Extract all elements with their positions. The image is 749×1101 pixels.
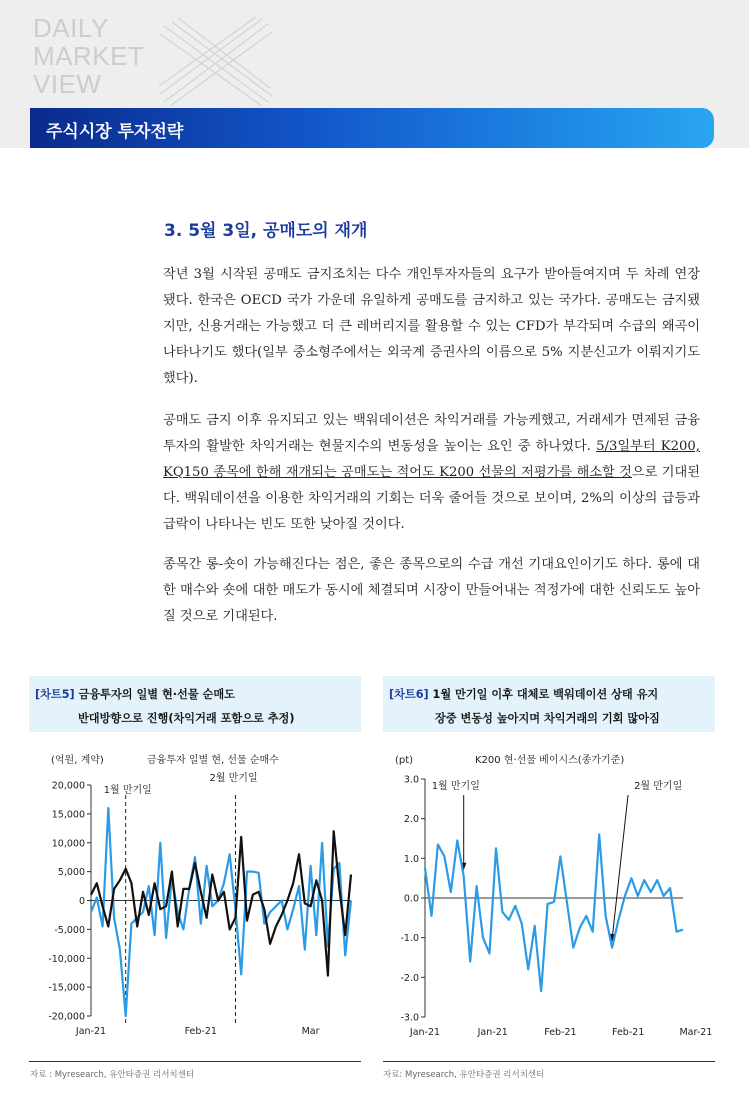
article-heading: 3. 5월 3일, 공매도의 재개 bbox=[164, 221, 368, 241]
chart6-source: 자료: Myresearch, 유안타증권 리서치센터 bbox=[383, 1070, 545, 1080]
chart5-y-tick-label: 10,000 bbox=[51, 838, 85, 850]
chart5-title-line-1 bbox=[35, 686, 235, 702]
paragraph-2-underlined: 5/3일부터 K200, KQ150 종목에 한해 재개되는 공매도는 적어도 K200 선물의 저평가를 해소할 것 bbox=[163, 439, 700, 480]
chart6-x-tick-label: Feb-21 bbox=[612, 1027, 645, 1038]
chart6-y-tick-label: 0.0 bbox=[403, 893, 419, 905]
section-title: 주식시장 투자전략 bbox=[46, 122, 184, 142]
chart5-svg bbox=[29, 745, 361, 1045]
chart5-y-tick-label: -5,000 bbox=[54, 924, 85, 936]
chart5-tag: [차트5] bbox=[35, 688, 75, 701]
paragraph-1: 작년 3월 시작된 공매도 금지조치는 다수 개인투자자들의 요구가 받아들여지며 두 차례 연장됐다. 한국은 OECD 국가 가운데 유일하게 공매도를 금지하고 있는 국가다. 공매도는 금지됐지만, 신용거래는 가능했고 더 큰 레버리지를 활용할 수 있는 CFD가 부각되며 수급의 왜곡이 나타나기도 했다(일부 중소형주에서는 외국계 증권사의 이름으로 5% 지분신고가 이뤄지기도 했다). bbox=[163, 267, 700, 386]
chart5-x-tick-label: Feb-21 bbox=[184, 1026, 217, 1037]
chart6-y-tick-label: 3.0 bbox=[403, 774, 419, 786]
chart5-y-tick-label: 20,000 bbox=[51, 780, 85, 792]
chart5-y-tick-label: 5,000 bbox=[57, 867, 85, 879]
chart5-title: 금융투자 일별 현, 선물 순매수 bbox=[147, 755, 279, 766]
paragraph-2-text-b: 으로 기대된다. 백워데이션을 이용한 차익거래의 기회는 더욱 줄어들 것으로 보이며, 2%의 이상의 급등과 급락이 나타나는 빈도 또한 낮아질 것이다. bbox=[163, 465, 700, 532]
chart5-y-tick-label: -15,000 bbox=[48, 982, 85, 994]
chart5-x-tick-label: Mar bbox=[301, 1026, 320, 1037]
brand-line-2: MARKET bbox=[33, 41, 145, 71]
chart5-ylabel: (억원, 계약) bbox=[51, 755, 104, 766]
chart6-x-tick-label: Jan-21 bbox=[477, 1027, 508, 1038]
chart6-title-text-1: 1월 만기일 이후 대체로 백워데이션 상태 유지 bbox=[432, 688, 659, 701]
chart5-y-tick-label: 0 bbox=[78, 896, 85, 907]
chart6-x-tick-label: Feb-21 bbox=[544, 1027, 577, 1038]
paragraph-3: 종목간 롱-숏이 가능해진다는 점은, 좋은 종목으로의 수급 개선 기대요인이기도 하다. 롱에 대한 매수와 숏에 대한 매도가 동시에 체결되며 시장이 만들어내는 적정가에 대한 신뢰도도 높아질 것으로 기대된다. bbox=[163, 557, 700, 624]
brand-line-1: DAILY bbox=[33, 13, 109, 43]
brand-logo-text bbox=[33, 14, 144, 98]
chart6-tag: [차트6] bbox=[389, 688, 429, 701]
brand-x-mark-icon bbox=[158, 16, 274, 108]
chart5-title-line-2: 반대방향으로 진행(차익거래 포함으로 추정) bbox=[78, 712, 295, 725]
brand-line-3: VIEW bbox=[33, 69, 102, 99]
chart5-annotation: 1월 만기일 bbox=[103, 785, 152, 796]
chart5-series-line-0 bbox=[91, 808, 351, 1016]
chart5-y-tick-label: -20,000 bbox=[48, 1011, 85, 1023]
paragraph-2-text-a: 공매도 금지 이후 유지되고 있는 백워데이션은 차익거래를 가능케했고, 거래세가 면제된 금융투자의 활발한 차익거래는 현물지수의 변동성을 높이는 요인 중 하나였다. bbox=[163, 413, 700, 454]
chart5-annotation: 2월 만기일 bbox=[209, 773, 258, 784]
chart6-y-tick-label: -2.0 bbox=[400, 972, 419, 984]
chart6-x-tick-label: Mar-21 bbox=[679, 1027, 713, 1038]
chart6-y-tick-label: -1.0 bbox=[400, 933, 419, 945]
section-title-bar bbox=[30, 108, 714, 148]
chart6-y-tick-label: 1.0 bbox=[403, 853, 419, 865]
paragraph-2 bbox=[163, 408, 700, 538]
chart6-annotation: 1월 만기일 bbox=[431, 781, 480, 792]
chart6-y-tick-label: -3.0 bbox=[400, 1012, 419, 1024]
chart5-x-tick-label: Jan-21 bbox=[75, 1026, 107, 1037]
chart5-y-tick-label: -10,000 bbox=[48, 953, 85, 965]
chart6-title-line-1 bbox=[389, 686, 658, 702]
chart6-annotation: 2월 만기일 bbox=[634, 781, 683, 792]
chart6-title-line-2: 장중 변동성 높아지며 차익거래의 기회 많아짐 bbox=[435, 712, 660, 725]
chart5-bottom-rule bbox=[29, 1061, 361, 1062]
chart5-y-tick-label: 15,000 bbox=[51, 809, 85, 821]
chart6-title: K200 현·선물 베이시스(종가기준) bbox=[475, 755, 625, 766]
chart6-bottom-rule bbox=[383, 1061, 715, 1062]
chart5-title-text-1: 금융투자의 일별 현·선물 순매도 bbox=[78, 688, 235, 701]
chart6-x-tick-label: Jan-21 bbox=[409, 1027, 441, 1038]
chart5-source: 자료 : Myresearch, 유안타증권 리서치센터 bbox=[30, 1070, 195, 1080]
chart6-y-tick-label: 2.0 bbox=[403, 814, 419, 826]
chart6-svg bbox=[383, 745, 715, 1045]
chart6-ylabel: (pt) bbox=[395, 755, 414, 766]
